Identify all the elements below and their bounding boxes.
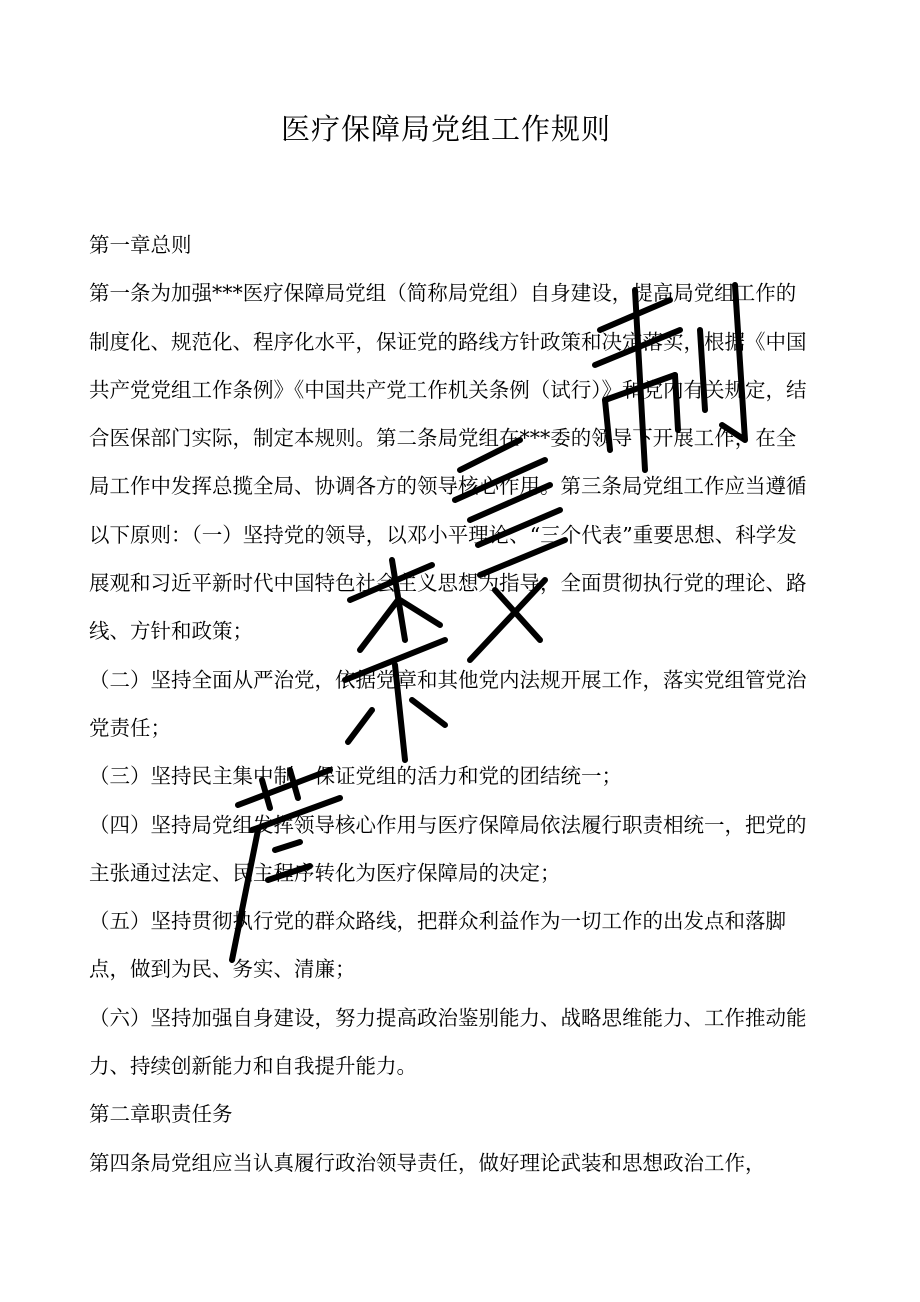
document-body — [89, 221, 809, 1187]
document-title: 医疗保障局党组工作规则 — [280, 112, 611, 146]
chapter-heading: 第一章总则 — [89, 233, 192, 257]
body-paragraph: 第一条为加强***医疗保障局党组（简称局党组）自身建设，提高局党组工作的制度化、规范化、程序化水平，保证党的路线方针政策和决定落实，根据《中国共产党党组工作条例》《中国共产党工作机关条例（试行）》和党内有关规定，结合医保部门实际，制定本规则。第二条局党组在***委的领导下开展工作，在全局工作中发挥总揽全局、协调各方的领导核心作用。第三条局党组工作应当遵循以下原则：（一）坚持党的领导，以邓小平理论、“三个代表”重要思想、科学发展观和习近平新时代中国特色社会主义思想为指导，全面贯彻执行党的理论、路线、方针和政策； — [89, 281, 807, 644]
body-paragraph: （三）坚持民主集中制，保证党组的活力和党的团结统一； — [89, 764, 622, 789]
body-paragraph: （四）坚持局党组发挥领导核心作用与医疗保障局依法履行职责相统一，把党的主张通过法定、民主程序转化为医疗保障局的决定； — [89, 812, 807, 885]
body-paragraph: （五）坚持贯彻执行党的群众路线，把群众利益作为一切工作的出发点和落脚点，做到为民、务实、清廉； — [89, 909, 786, 982]
body-paragraph: （二）坚持全面从严治党，依据党章和其他党内法规开展工作，落实党组管党治党责任； — [89, 667, 807, 740]
body-paragraph: （六）坚持加强自身建设，努力提高政治鉴别能力、战略思维能力、工作推动能力、持续创新能力和自我提升能力。 — [89, 1005, 807, 1079]
body-paragraph: 第四条局党组应当认真履行政治领导责任，做好理论武装和思想政治工作， — [89, 1150, 766, 1175]
chapter-heading: 第二章职责任务 — [89, 1102, 233, 1127]
